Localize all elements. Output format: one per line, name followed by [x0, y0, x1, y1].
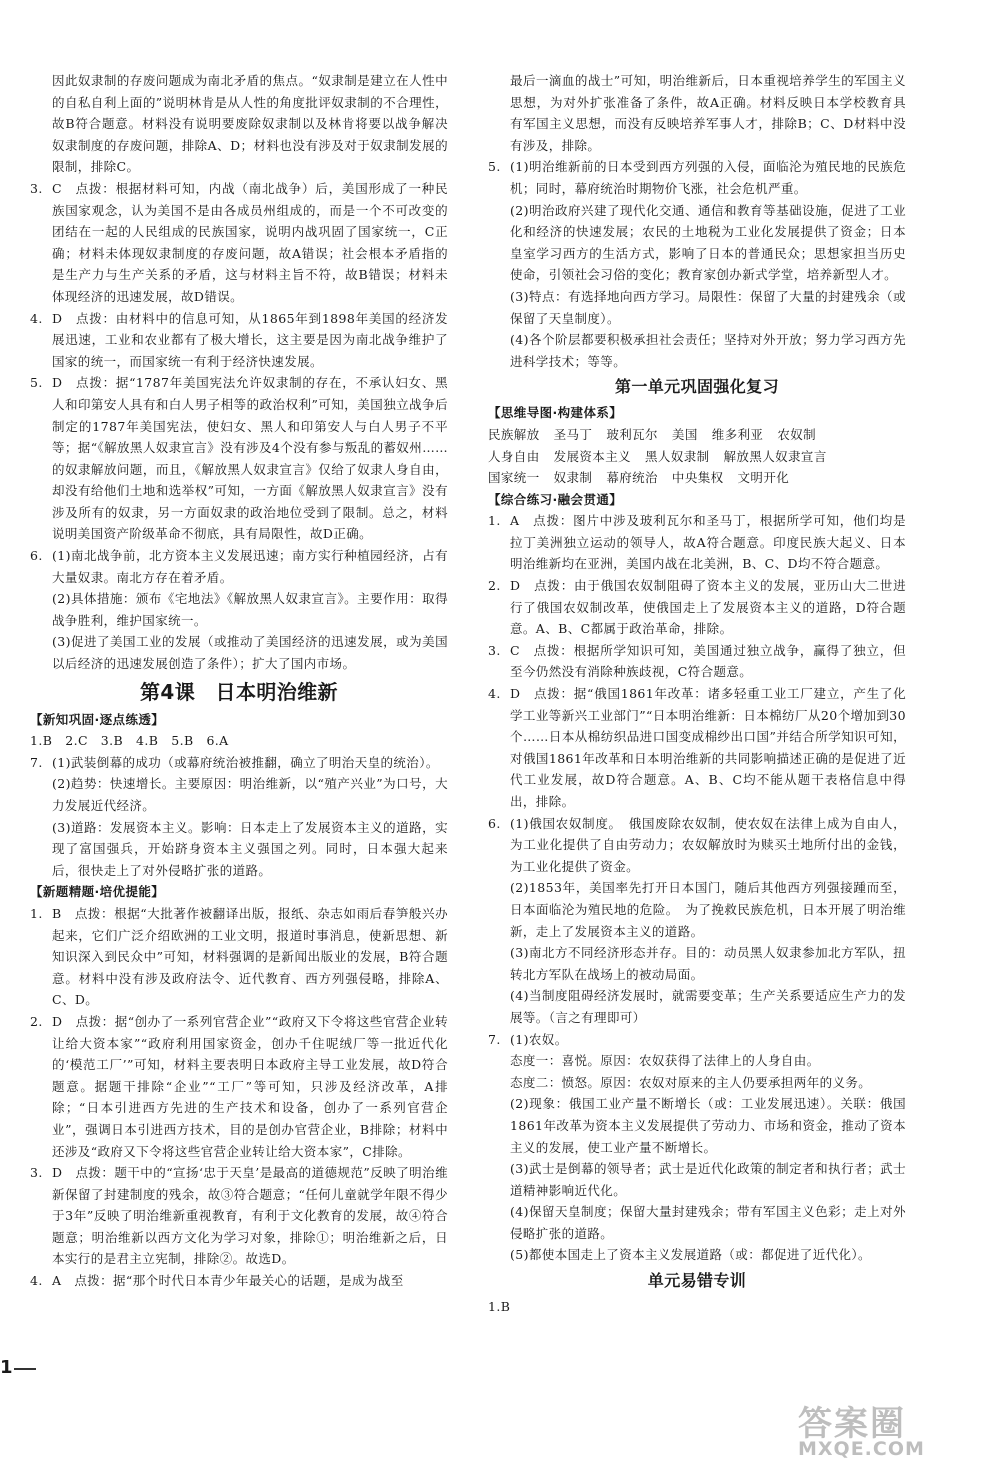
answer-line: 态度一：喜悦。原因：农奴获得了法律上的人身自由。	[510, 1053, 820, 1069]
answer-text: D 点拨：由材料中的信息可知，从1865年到1898年美国的经济发展迅速，工业和农业都有了极大增长，这主要是因为南北战争维护了国家的统一，而国家统一有利于经济快速发展。	[52, 310, 448, 369]
answer-line: (3)促进了美国工业的发展（或推动了美国经济的迅速发展，或为美国以后经济的迅速发展创造了条件）；扩大了国内市场。	[52, 634, 448, 672]
item-number: 7.	[488, 1031, 501, 1047]
answer-line: (2)现象：俄国工业产量不断增长（或：工业发展迅速）。关联：俄国1861年改革为资本主义发展提供了劳动力、市场和资金，推动了资本主义的发展，使工业产量不断增长。	[510, 1096, 906, 1155]
page-number: 1	[0, 1357, 13, 1378]
answer-item	[488, 510, 906, 575]
answer-item-5	[488, 156, 906, 372]
answer-item-7	[30, 752, 448, 882]
answer-item	[30, 1162, 448, 1270]
answer-text: C 点拨：根据材料可知，内战（南北战争）后，美国形成了一种民族国家观念，认为美国不是由各成员州组成的，而是一个不可改变的团结在一起的人民组成的民族国家，说明内战巩固了国家统一，C正确；材料未体现奴隶制度的存废问题，故A错误；社会根本矛盾指的是生产力与生产关系的矛盾，这与材料主旨不符，故B错误；材料未体现经济的迅速发展，故D错误。	[52, 180, 448, 304]
mindmap-keywords	[488, 424, 906, 489]
answer-text: C 点拨：根据所学知识可知，美国通过独立战争，赢得了独立，但至今仍然没有消除种族歧视，C符合题意。	[510, 642, 906, 680]
item-number: 2.	[488, 578, 501, 594]
item-number: 5.	[488, 159, 501, 175]
left-answer-list-2	[30, 903, 448, 1292]
mindmap-row	[488, 467, 906, 489]
answer-line: (1)俄国农奴制度。 俄国废除农奴制，使农奴在法律上成为自由人，为工业化提供了自由劳动力；农奴解放时为赎买土地所付出的金钱，为工业化提供了资金。	[510, 815, 906, 874]
lesson-title: 第4课 日本明治维新	[140, 679, 338, 704]
answer-text: A 点拨：图片中涉及玻利瓦尔和圣马丁，根据所学可知，他们均是拉丁美洲独立运动的领导人，故A符合题意。印度民族大起义、日本明治维新均在亚洲，美国内战在北美洲，B、C、D均不符合题意。	[510, 513, 906, 572]
answer-item	[30, 1011, 448, 1162]
answer-line: (2)具体措施：颁布《宅地法》《解放黑人奴隶宣言》。主要作用：取得战争胜利，维护国家统一。	[52, 591, 448, 628]
answer-line: (1)武装倒幕的成功（或幕府统治被推翻，确立了明治天皇的统治）。	[52, 754, 439, 770]
answer-item	[488, 683, 906, 813]
watermark-logo: 答案圈	[798, 1404, 906, 1444]
section-header: 【综合练习·融会贯通】	[488, 491, 623, 507]
answer-item-6	[488, 813, 906, 1029]
left-column	[30, 70, 448, 1292]
left-answer-list	[30, 178, 448, 545]
answer-text: D 点拨：题干中的“宣扬‘忠于天皇’是最高的道德规范”反映了明治维新保留了封建制度的残余，故③符合题意；“任何儿童就学年限不得少于3年”反映了明治维新重视教育，有利于文化教育的发展，故④符合题意；明治维新以西方文化为学习对象，排除①；明治维新之后，日本实行的是君主立宪制，排除②。故选D。	[52, 1165, 448, 1267]
answer-line: (4)保留天皇制度；保留大量封建残余；带有军国主义色彩；走上对外侵略扩张的道路。	[510, 1204, 906, 1241]
unit-review-title: 第一单元巩固强化复习	[614, 377, 779, 397]
left-intro-paragraph: 因此奴隶制的存废问题成为南北矛盾的焦点。“奴隶制是建立在人性中的自私自利上面的”说明林肯是从人性的角度批评奴隶制的不合理性，故B符合题意。材料没有说明要废除奴隶制以及林肯将要以战争解决奴隶制度的存废问题，排除A、D；材料也没有涉及对于奴隶制发展的限制，排除C。	[52, 73, 448, 175]
answer-line: (3)南北方不同经济形态并存。目的：动员黑人奴隶参加北方军队，扭转北方军队在战场上的被动局面。	[510, 945, 906, 982]
mindmap-row	[488, 424, 906, 446]
item-number: 1.	[488, 513, 501, 529]
answer-line: (2)1853年，美国率先打开日本国门，随后其他西方列强接踵而至，日本面临沦为殖民地的危险。 为了挽救民族危机，日本开展了明治维新，走上了发展资本主义的道路。	[510, 880, 906, 939]
answer-line: (2)趋势：快速增长。主要原因：明治维新，以“殖产兴业”为口号，大力发展近代经济。	[52, 776, 448, 813]
answer-item	[488, 575, 906, 640]
item-number: 3.	[30, 180, 43, 196]
answer-line: (3)特点：有选择地向西方学习。局限性：保留了大量的封建残余（或保留了天皇制度）。	[510, 288, 906, 326]
mindmap-keyword: 圣马丁	[553, 426, 593, 442]
answer-item-7	[488, 1029, 906, 1267]
answer-item	[30, 1270, 448, 1292]
right-column	[488, 70, 906, 1318]
answer-text: D 点拨：据“创办了一系列官营企业”“政府又下令将这些官营企业转让给大资本家”“政府利用国家资金，创办千住呢绒厂等一批近代化的‘模范工厂’”可知，材料主要表明日本政府主导工业发展，故D符合题意。据题干排除“企业”“工厂”等可知，只涉及经济改革，A排除；“日本引进西方先进的生产技术和设备，创办了一系列官营企业”，强调日本引进西方技术，目的是创办官营企业，B排除；材料中还涉及“政府又下令将这些官营企业转让给大资本家”，C排除。	[52, 1013, 448, 1159]
item-number: 6.	[30, 548, 43, 564]
section-header: 【思维导图·构建体系】	[488, 405, 623, 421]
watermark-url: MXQE.COM	[798, 1438, 925, 1460]
answers-line: 1.B 2.C 3.B 4.B 5.B 6.A	[30, 733, 229, 749]
mindmap-row	[488, 446, 906, 468]
mindmap-keyword: 文明开化	[737, 470, 790, 486]
mindmap-keyword: 发展资本主义	[553, 448, 632, 464]
mindmap-keyword: 农奴制	[777, 426, 817, 442]
mindmap-keyword: 美国	[671, 426, 698, 442]
answer-item-6	[30, 545, 448, 675]
answer-line: (4)各个阶层都要积极承担社会责任；坚持对外开放；努力学习西方先进科学技术；等等。	[510, 332, 906, 369]
answer-line: (1)南北战争前，北方资本主义发展迅速；南方实行种植园经济，占有大量奴隶。南北方存在着矛盾。	[52, 548, 448, 585]
mindmap-keyword: 解放黑人奴隶宣言	[723, 448, 827, 464]
answer-line: (4)当制度阻碍经济发展时，就需要变革；生产关系要适应生产力的发展等。（言之有理即可）	[510, 988, 906, 1025]
item-number: 6.	[488, 815, 501, 831]
section-header: 【新题精题·培优提能】	[30, 884, 165, 900]
item-number: 4.	[30, 310, 43, 326]
answer-text: B 点拨：根据“大批著作被翻译出版，报纸、杂志如雨后春笋般兴办起来，它们广泛介绍欧洲的工业文明，报道时事消息，使新思想、新知识深入到民众中”可知，材料强调的是新闻出版业的发展，B符合题意。材料中没有涉及政府法令、近代教育、西方列强侵略，排除A、C、D。	[52, 905, 448, 1008]
right-answer-list	[488, 510, 906, 812]
section-header: 【新知巩固·逐点练透】	[30, 711, 165, 727]
answer-line: (5)都使本国走上了资本主义发展道路（或：都促进了近代化）。	[510, 1247, 871, 1263]
page-number-rule	[14, 1368, 36, 1370]
right-continuation-paragraph: 最后一滴血的战士”可知，明治维新后，日本重视培养学生的军国主义思想，为对外扩张准备了条件，故A正确。材料反映日本学校教育具有军国主义思想，而没有反映培养军事人才，排除B；C、D材料中没有涉及，排除。	[510, 73, 906, 153]
mindmap-keyword: 国家统一	[488, 470, 540, 486]
item-number: 7.	[30, 754, 43, 770]
answer-text: D 点拨：据“1787年美国宪法允许奴隶制的存在，不承认妇女、黑人和印第安人具有和白人男子相等的政治权利”可知，美国独立战争后制定的1787年美国宪法，使妇女、黑人和印第安人与白人男子不平等；据“《解放黑人奴隶宣言》没有涉及4个没有参与叛乱的蓄奴州……的奴隶解放问题，而且，《解放黑人奴隶宣言》仅给了奴隶人身自由，却没有给他们土地和选举权”可知，一方面《解放黑人奴隶宣言》没有涉及所有的奴隶，另一方面奴隶的政治地位受到了限制。总之，材料说明美国资产阶级革命不彻底，具有局限性，故D正确。	[52, 375, 448, 542]
mindmap-keyword: 维多利亚	[711, 426, 764, 442]
mindmap-keyword: 奴隶制	[553, 470, 593, 486]
answer-item	[30, 308, 448, 373]
answer-line: (1)农奴。	[510, 1031, 568, 1047]
error-training-title: 单元易错专训	[647, 1271, 747, 1291]
mindmap-keyword: 中央集权	[671, 470, 724, 486]
answer-item	[30, 372, 448, 545]
error-answer-line: 1.B	[488, 1299, 511, 1315]
item-number: 3.	[30, 1165, 43, 1181]
item-number: 2.	[30, 1013, 43, 1029]
answer-item	[30, 178, 448, 308]
item-number: 4.	[488, 686, 501, 702]
answer-line: (1)明治维新前的日本受到西方列强的入侵，面临沦为殖民地的民族危机；同时，幕府统治时期物价飞涨，社会危机严重。	[510, 159, 906, 196]
mindmap-keyword: 黑人奴隶制	[645, 448, 710, 464]
watermark	[738, 1396, 978, 1464]
answer-line: (3)道路：发展资本主义。影响：日本走上了发展资本主义的道路，实现了富国强兵，开始跻身资本主义强国之列。同时，日本强大起来后，很快走上了对外侵略扩张的道路。	[52, 819, 448, 878]
mindmap-keyword: 人身自由	[488, 448, 540, 464]
answer-text: D 点拨：由于俄国农奴制阻碍了资本主义的发展，亚历山大二世进行了俄国农奴制改革，使俄国走上了发展资本主义的道路，D符合题意。A、B、C都属于政治革命，排除。	[510, 578, 906, 637]
answer-line: (3)武士是倒幕的领导者；武士是近代化政策的制定者和执行者；武士道精神影响近代化。	[510, 1161, 906, 1198]
mindmap-keyword: 玻利瓦尔	[606, 426, 658, 442]
item-number: 1.	[30, 905, 43, 921]
answer-text: D 点拨：据“俄国1861年改革：诸多轻重工业工厂建立，产生了化学工业等新兴工业部门”“日本明治维新：日本棉纺厂从20个增加到30个……日本从棉纺织品进口国变成棉纱出口国”并结合所学知识可知，对俄国1861年改革和日本明治维新的共同影响描述正确的是促进了近代工业发展，故D符合题意。A、B、C均不能从题干表格信息中得出，排除。	[510, 686, 906, 809]
answer-text: A 点拨：据“那个时代日本青少年最关心的话题，是成为战至	[52, 1273, 404, 1289]
mindmap-keyword: 民族解放	[488, 426, 540, 442]
item-number: 3.	[488, 642, 501, 658]
answer-line: 态度二：愤怒。原因：农奴对原来的主人仍要承担两年的义务。	[510, 1074, 872, 1090]
answer-item	[488, 640, 906, 683]
item-number: 4.	[30, 1273, 43, 1289]
mindmap-keyword: 幕府统治	[606, 470, 658, 486]
answer-item	[30, 903, 448, 1011]
answer-line: (2)明治政府兴建了现代化交通、通信和教育等基础设施，促进了工业化和经济的快速发展；农民的土地税为工业化发展提供了资金；日本皇室学习西方的生活方式，影响了日本的普通民众；思想家担当历史使命，引领社会习俗的变化；教育家创办新式学堂，培养新型人才。	[510, 202, 906, 283]
item-number: 5.	[30, 375, 43, 391]
